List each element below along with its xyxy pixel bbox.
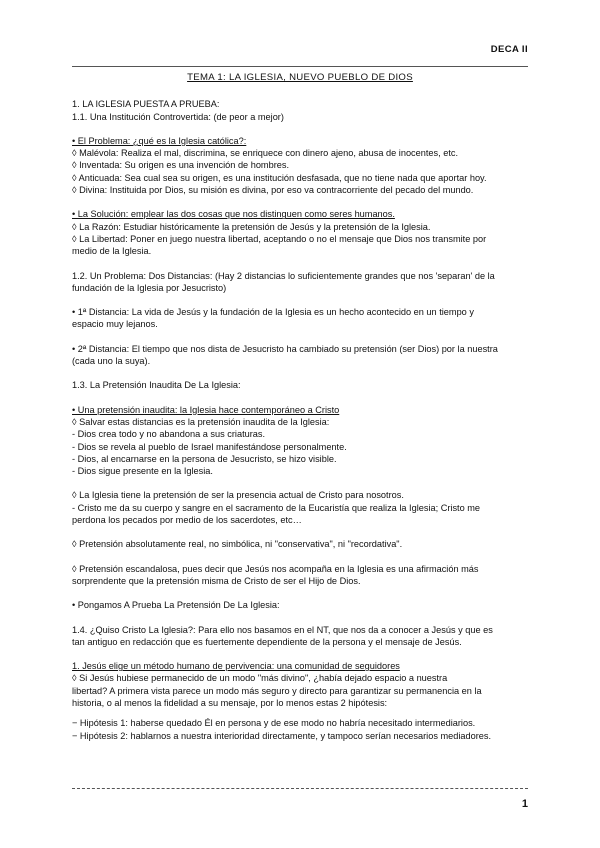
document-body <box>72 72 528 742</box>
solucion-heading: • La Solución: emplear las dos cosas que nos distinguen como seres humanos. <box>72 209 395 220</box>
problema-item: ◊ Inventada: Su origen es una invención de hombres. <box>72 160 290 171</box>
pretension-escandalosa: ◊ Pretensión escandalosa, pues decir que Jesús nos acompaña en la Iglesia es una afirmación más <box>72 563 479 574</box>
pretension-heading: 1.3. La Pretensión Inaudita De La Iglesia: <box>72 380 241 391</box>
quiso-cristo: tan antiguo en redacción que es fuertemente dependiente de la persona y el mensaje de Jesús. <box>72 636 462 647</box>
segunda-distancia: • 2ª Distancia: El tiempo que nos dista de Jesucristo ha cambiado su pretensión (ser Dios) por la nuestra <box>72 343 498 354</box>
pretension-real: ◊ Pretensión absolutamente real, no simbólica, ni "conservativa", ni "recordativa". <box>72 539 403 550</box>
distancias-heading: fundación de la Iglesia por Jesucristo) <box>72 282 227 293</box>
pretension-item: - Dios sigue presente en la Iglesia. <box>72 466 213 477</box>
section-subheading: 1.1. Una Institución Controvertida: (de peor a mejor) <box>72 111 284 122</box>
metodo-heading: 1. Jesús elige un método humano de pervivencia: una comunidad de seguidores <box>72 661 400 672</box>
pretension-item: - Dios se revela al pueblo de Israel manifestándose personalmente. <box>72 441 347 452</box>
document-title: TEMA 1: LA IGLESIA, NUEVO PUEBLO DE DIOS <box>187 72 413 83</box>
metodo-item: libertad? A primera vista parece un modo más seguro y directo para garantizar su permanencia en la <box>72 685 482 696</box>
header-rule <box>72 66 528 67</box>
quiso-cristo: 1.4. ¿Quiso Cristo La Iglesia?: Para ello nos basamos en el NT, que nos da a conocer a Jesús y que es <box>72 624 493 635</box>
metodo-item: historia, o al menos la fidelidad a su mensaje, por lo menos estas 2 hipótesis: <box>72 697 388 708</box>
pretension-item: - Dios, al encarnarse en la persona de Jesucristo, se hizo visible. <box>72 453 337 464</box>
pretension-item: ◊ Salvar estas distancias es la pretensión inaudita de la Iglesia: <box>72 416 330 427</box>
problema-item: ◊ Divina: Instituida por Dios, su misión es divina, por eso va contracorriente del pecado del mundo. <box>72 185 474 196</box>
pongamos-prueba: • Pongamos A Prueba La Pretensión De La Iglesia: <box>72 600 280 611</box>
solucion-item: ◊ La Libertad: Poner en juego nuestra libertad, aceptando o no el mensaje que Dios nos transmite por <box>72 233 487 244</box>
pretension-subheading: • Una pretensión inaudita: la Iglesia hace contemporáneo a Cristo <box>72 404 340 415</box>
presencia-item: ◊ La Iglesia tiene la pretensión de ser la presencia actual de Cristo para nosotros. <box>72 490 404 501</box>
pretension-escandalosa: sorprendente que la pretensión misma de Cristo de ser el Hijo de Dios. <box>72 575 361 586</box>
primera-distancia: • 1ª Distancia: La vida de Jesús y la fundación de la Iglesia es un hecho acontecido en un tiempo y <box>72 307 474 318</box>
primera-distancia: espacio muy lejanos. <box>72 319 158 330</box>
pretension-item: - Dios crea todo y no abandona a sus criaturas. <box>72 429 266 440</box>
presencia-item: - Cristo me da su cuerpo y sangre en el sacramento de la Eucaristía que realiza la Iglesia; Cristo me <box>72 502 481 513</box>
hipotesis-item: − Hipótesis 2: hablarnos a nuestra interioridad directamente, y tampoco serían necesarios mediadores. <box>72 730 492 741</box>
solucion-item: ◊ La Razón: Estudiar históricamente la pretensión de Jesús y la pretensión de la Iglesia. <box>72 221 431 232</box>
distancias-heading: 1.2. Un Problema: Dos Distancias: (Hay 2 distancias lo suficientemente grandes que nos 'separan' de la <box>72 270 495 281</box>
segunda-distancia: (cada uno la suya). <box>72 356 151 367</box>
hipotesis-item: − Hipótesis 1: haberse quedado Él en persona y de ese modo no habría necesitado intermediarios. <box>72 718 476 729</box>
presencia-item: perdona los pecados por medio de los sacerdotes, etc… <box>72 515 302 526</box>
page-number: 1 <box>521 798 528 810</box>
solucion-item: medio de la Iglesia. <box>72 246 152 257</box>
problema-item: ◊ Malévola: Realiza el mal, discrimina, se enriquece con dinero ajeno, abusa de inocentes, etc. <box>72 148 459 159</box>
footer-rule <box>72 788 528 789</box>
problema-heading: • El Problema: ¿qué es la Iglesia católica?: <box>72 135 247 146</box>
section-heading: 1. LA IGLESIA PUESTA A PRUEBA: <box>72 99 220 110</box>
problema-item: ◊ Anticuada: Sea cual sea su origen, es una institución desfasada, que no tiene nada que aportar hoy. <box>72 172 487 183</box>
header-label: DECA II <box>490 44 528 55</box>
metodo-item: ◊ Si Jesús hubiese permanecido de un modo "más divino", ¿había dejado espacio a nuestra <box>72 673 448 684</box>
